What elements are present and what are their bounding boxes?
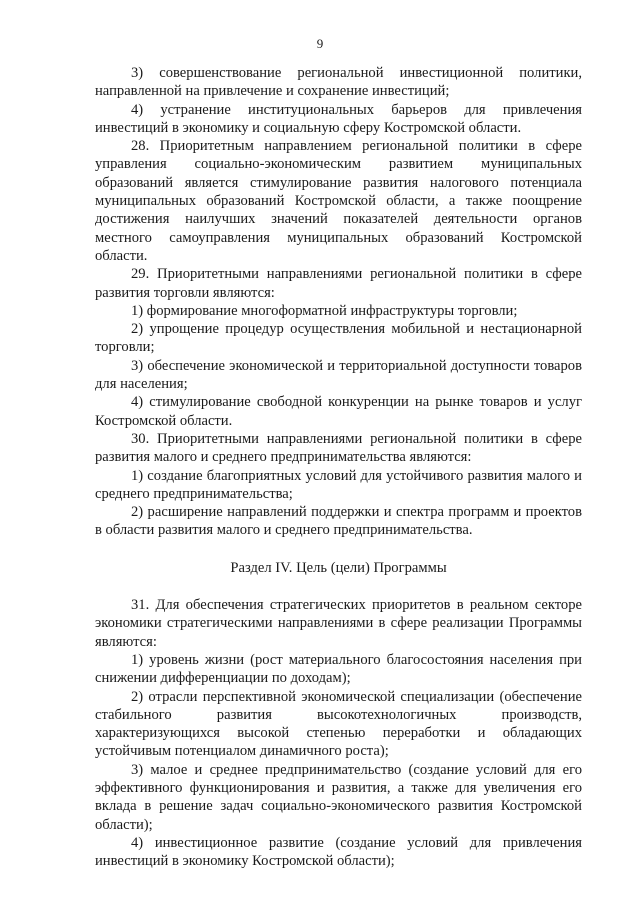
paragraph: 4) устранение институциональных барьеров для привлечения инвестиций в экономику и социальную сферу Костромской области. (95, 101, 582, 136)
paragraph: 1) уровень жизни (рост материального благосостояния населения при снижении дифференциации по доходам); (95, 651, 582, 687)
paragraph: 2) упрощение процедур осуществления мобильной и нестационарной торговли; (95, 321, 582, 356)
paragraph: 2) отрасли перспективной экономической специализации (обеспечение стабильного развития высокотехнологичных производств, характеризующихся высокой степенью переработки и обладающих устойчивым потенциалом динамичного роста); (95, 688, 582, 760)
paragraph: 1) создание благоприятных условий для устойчивого развития малого и среднего предпринимательства; (95, 467, 582, 502)
paragraph: 2) расширение направлений поддержки и спектра программ и проектов в области развития малого и среднего предпринимательства. (95, 504, 582, 539)
page-number: 9 (316, 36, 324, 51)
document-body (95, 64, 582, 870)
paragraph: 30. Приоритетными направлениями региональной политики в сфере развития малого и среднего предпринимательства являются: (95, 430, 582, 466)
paragraph: 31. Для обеспечения стратегических приоритетов в реальном секторе экономики стратегическими направлениями в сфере реализации Программы являются: (95, 597, 582, 650)
paragraph: 4) инвестиционное развитие (создание условий для привлечения инвестиций в экономику Костромской области); (95, 834, 582, 870)
paragraph: 28. Приоритетным направлением региональной политики в сфере управления социально-экономическим развитием муниципальных образований является стимулирование развития налогового потенциала муниципальных образований Костромской области, а также поощрение достижения наилучших значений показателей деятельности органов местного самоуправления муниципальных образований Костромской области. (95, 138, 582, 264)
paragraph: 3) обеспечение экономической и территориальной доступности товаров для населения; (95, 357, 582, 393)
paragraph: 3) малое и среднее предпринимательство (создание условий для его эффективного функционирования и развития, а также для увеличения его вклада в решение задач социально-экономического развития Костромской области); (95, 761, 582, 833)
paragraph: 4) стимулирование свободной конкуренции на рынке товаров и услуг Костромской области. (95, 394, 582, 429)
paragraph: 1) формирование многоформатной инфраструктуры торговли; (131, 302, 518, 319)
section-heading: Раздел IV. Цель (цели) Программы (230, 559, 447, 576)
paragraph: 3) совершенствование региональной инвестиционной политики, направленной на привлечение и сохранение инвестиций; (95, 65, 582, 100)
paragraph: 29. Приоритетными направлениями региональной политики в сфере развития торговли являются: (95, 266, 582, 301)
